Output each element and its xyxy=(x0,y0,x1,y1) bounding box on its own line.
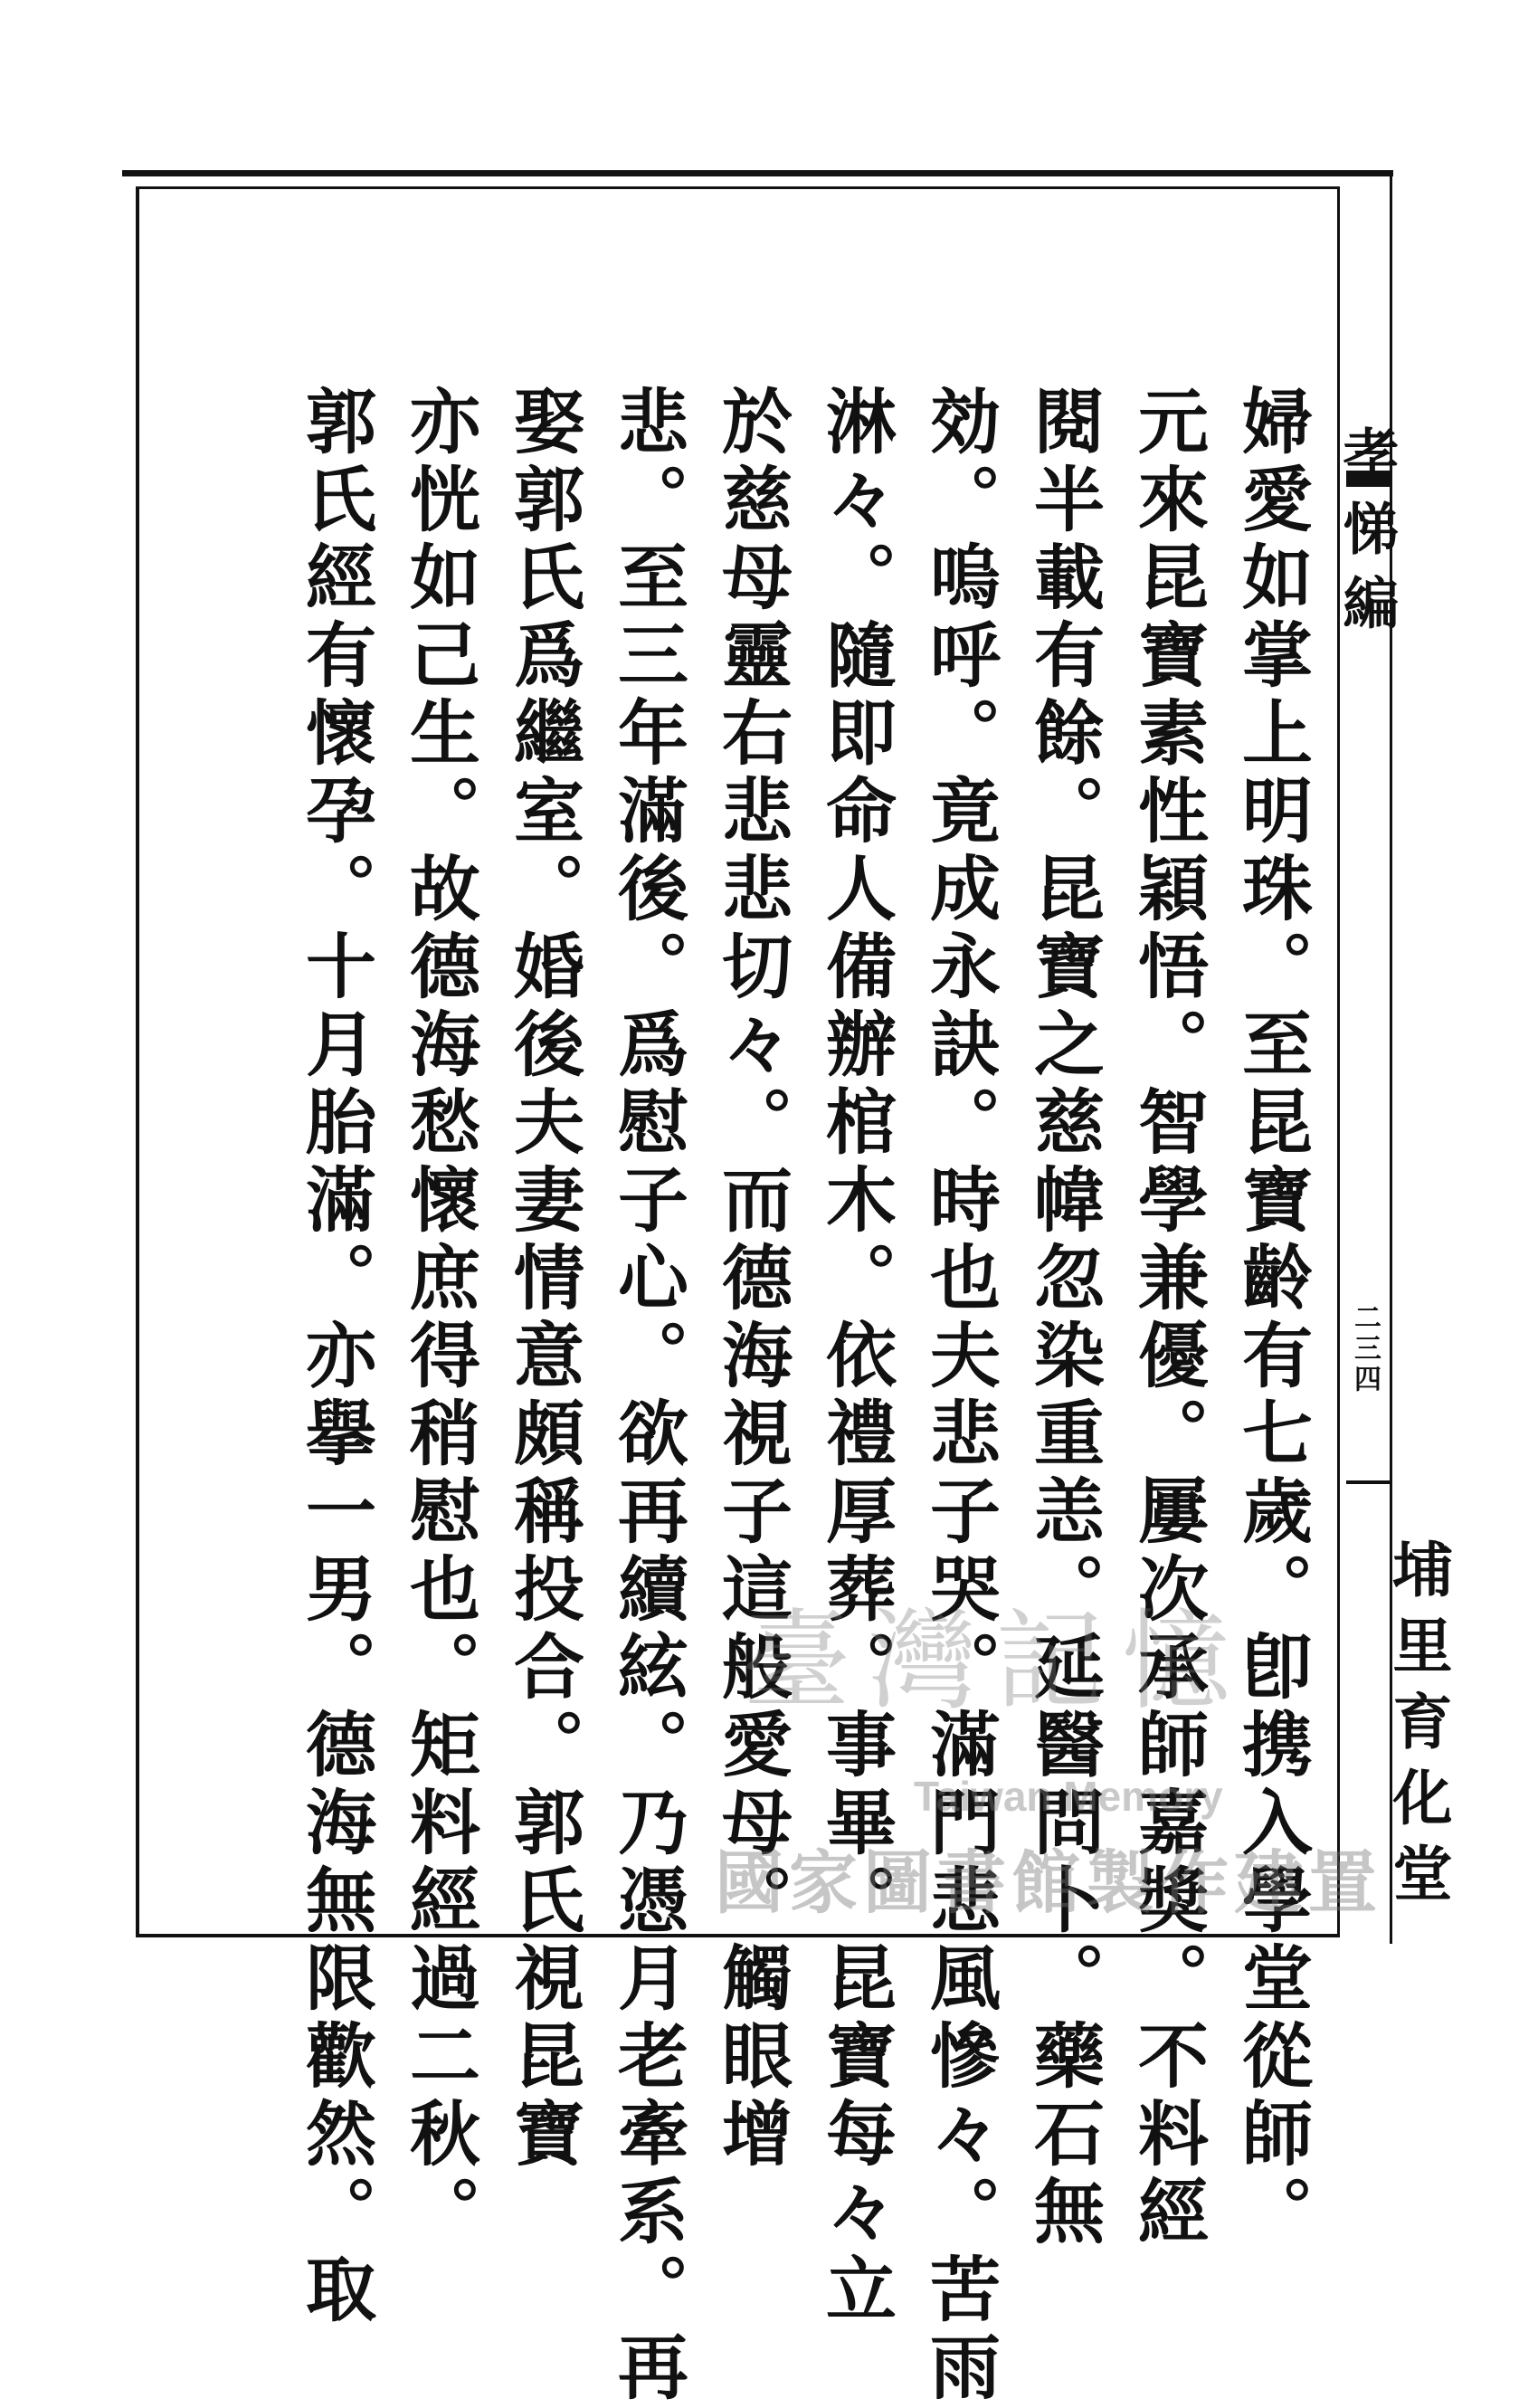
text-column: 亦恍如己生。故德海愁懷庶得稍慰也。矩料經過二秋。 xyxy=(398,385,480,2252)
text-column: 閱半載有餘。昆寶之慈幃忽染重恙。延醫問卜。藥石無 xyxy=(1022,385,1105,2252)
running-title: 孝悌編 xyxy=(1334,425,1400,648)
page-number: 二三四 xyxy=(1349,1303,1381,1395)
text-column: 郭氏經有懷孕。十月胎滿。亦擧一男。德海無限歡然。取 xyxy=(294,385,376,2330)
publisher-hall: 埔里育化堂 xyxy=(1382,1538,1453,1918)
watermark-library: 國家圖書館製作建置 xyxy=(715,1842,1382,1923)
text-column: 婦愛如掌上明珠。至昆寶齡有七歲。卽携入學堂從師。 xyxy=(1230,385,1313,2252)
text-column: 悲。至三年滿後。爲慰子心。欲再續絃。乃憑月老牽系。再 xyxy=(606,385,688,2408)
text-column: 効。嗚呼。竟成永訣。時也夫悲子哭。滿門悲風慘々。苦雨 xyxy=(918,385,1001,2408)
watermark-english: Taiwan Memory xyxy=(914,1773,1223,1820)
margin-divider xyxy=(1346,1480,1390,1484)
frame-top-border xyxy=(122,170,1393,176)
text-column: 元來昆寶素性穎悟。智學兼優。屢次承師嘉獎。不料經 xyxy=(1126,385,1209,2252)
text-column: 淋々。隨即命人備辦棺木。依禮厚葬。事畢。昆寶每々立 xyxy=(814,385,897,2330)
text-column: 娶郭氏爲繼室。婚後夫妻情意頗稱投合。郭氏視昆寶 xyxy=(502,385,584,2175)
frame-left-border xyxy=(136,186,139,1937)
frame-inner-top-border xyxy=(136,186,1339,189)
watermark-script: 臺灣記憶 xyxy=(742,1599,1248,1725)
text-column: 於慈母靈右悲悲切々。而德海視子這般愛母。觸眼增 xyxy=(710,385,793,2175)
